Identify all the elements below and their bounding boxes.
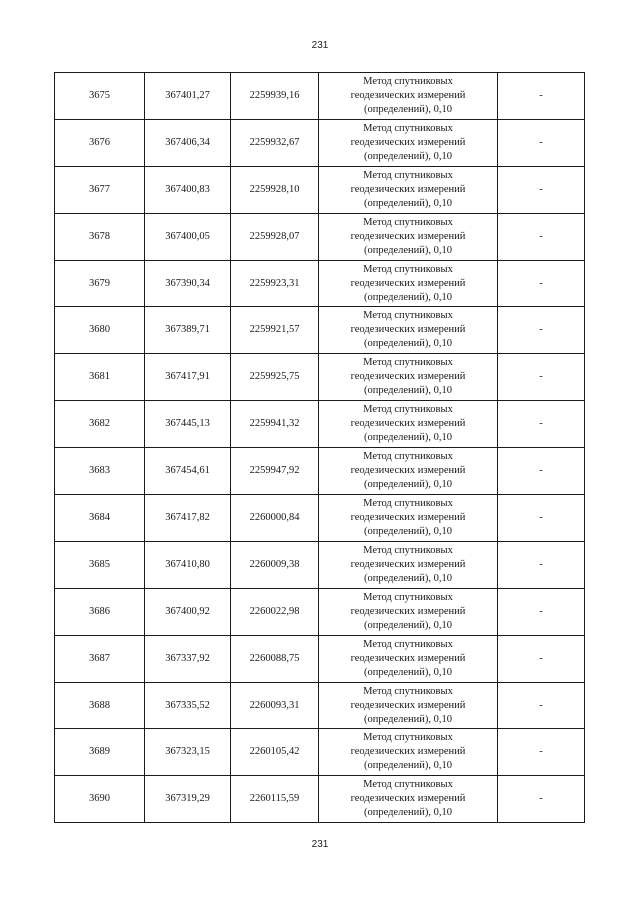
x-coordinate-cell: 367454,61 [145, 448, 231, 495]
method-line: геодезических измерений [350, 699, 466, 711]
method-cell [319, 495, 498, 542]
method-line: геодезических измерений [350, 371, 466, 383]
table-row [55, 682, 585, 729]
method-line: Метод спутниковых [363, 122, 453, 134]
x-coordinate-cell: 367400,83 [145, 166, 231, 213]
method-line: геодезических измерений [350, 793, 466, 805]
method-line: геодезических измерений [350, 652, 466, 664]
method-cell [319, 448, 498, 495]
point-number-cell: 3688 [55, 682, 145, 729]
method-line: Метод спутниковых [363, 732, 453, 744]
method-cell [319, 729, 498, 776]
y-coordinate-cell: 2259925,75 [231, 354, 319, 401]
x-coordinate-cell: 367406,34 [145, 119, 231, 166]
note-cell: - [498, 541, 585, 588]
method-line: (определений), 0,10 [363, 760, 453, 772]
method-line: геодезических измерений [350, 511, 466, 523]
point-number-cell: 3675 [55, 73, 145, 120]
method-line: геодезических измерений [350, 746, 466, 758]
x-coordinate-cell: 367417,82 [145, 495, 231, 542]
y-coordinate-cell: 2259928,10 [231, 166, 319, 213]
method-cell [319, 635, 498, 682]
x-coordinate-cell: 367337,92 [145, 635, 231, 682]
method-line: геодезических измерений [350, 277, 466, 289]
method-cell [319, 541, 498, 588]
method-line: (определений), 0,10 [363, 479, 453, 491]
note-cell: - [498, 729, 585, 776]
note-cell: - [498, 260, 585, 307]
method-line: геодезических измерений [350, 230, 466, 242]
table-row [55, 166, 585, 213]
method-line: (определений), 0,10 [363, 385, 453, 397]
note-cell: - [498, 448, 585, 495]
table-row [55, 73, 585, 120]
table-row [55, 213, 585, 260]
method-line: (определений), 0,10 [363, 666, 453, 678]
note-cell: - [498, 73, 585, 120]
point-number-cell: 3679 [55, 260, 145, 307]
method-line: Метод спутниковых [363, 497, 453, 509]
point-number-cell: 3677 [55, 166, 145, 213]
method-cell [319, 776, 498, 823]
note-cell: - [498, 495, 585, 542]
point-number-cell: 3689 [55, 729, 145, 776]
table-body [55, 73, 585, 823]
table-row [55, 354, 585, 401]
method-line: геодезических измерений [350, 465, 466, 477]
x-coordinate-cell: 367390,34 [145, 260, 231, 307]
point-number-cell: 3682 [55, 401, 145, 448]
table-row [55, 448, 585, 495]
method-line: (определений), 0,10 [363, 807, 453, 819]
y-coordinate-cell: 2259923,31 [231, 260, 319, 307]
method-line: Метод спутниковых [363, 310, 453, 322]
x-coordinate-cell: 367400,92 [145, 588, 231, 635]
method-line: геодезических измерений [350, 418, 466, 430]
method-line: (определений), 0,10 [363, 572, 453, 584]
page-number-bottom: 231 [311, 839, 329, 850]
method-line: (определений), 0,10 [363, 525, 453, 537]
y-coordinate-cell: 2259941,32 [231, 401, 319, 448]
point-number-cell: 3685 [55, 541, 145, 588]
method-line: Метод спутниковых [363, 169, 453, 181]
table-row [55, 729, 585, 776]
table-row [55, 495, 585, 542]
note-cell: - [498, 307, 585, 354]
y-coordinate-cell: 2259947,92 [231, 448, 319, 495]
note-cell: - [498, 166, 585, 213]
page-number-top: 231 [311, 40, 329, 51]
point-number-cell: 3680 [55, 307, 145, 354]
method-line: Метод спутниковых [363, 451, 453, 463]
coordinates-table [54, 72, 585, 823]
table-row [55, 119, 585, 166]
method-line: Метод спутниковых [363, 263, 453, 275]
method-cell [319, 588, 498, 635]
method-line: Метод спутниковых [363, 404, 453, 416]
note-cell: - [498, 354, 585, 401]
method-line: Метод спутниковых [363, 216, 453, 228]
table-row [55, 307, 585, 354]
method-line: геодезических измерений [350, 324, 466, 336]
method-cell [319, 73, 498, 120]
y-coordinate-cell: 2259939,16 [231, 73, 319, 120]
note-cell: - [498, 776, 585, 823]
point-number-cell: 3687 [55, 635, 145, 682]
table-row [55, 776, 585, 823]
x-coordinate-cell: 367401,27 [145, 73, 231, 120]
method-cell [319, 307, 498, 354]
method-line: Метод спутниковых [363, 638, 453, 650]
method-line: (определений), 0,10 [363, 713, 453, 725]
table-row [55, 588, 585, 635]
y-coordinate-cell: 2260093,31 [231, 682, 319, 729]
point-number-cell: 3686 [55, 588, 145, 635]
note-cell: - [498, 119, 585, 166]
y-coordinate-cell: 2259932,67 [231, 119, 319, 166]
x-coordinate-cell: 367400,05 [145, 213, 231, 260]
y-coordinate-cell: 2260022,98 [231, 588, 319, 635]
x-coordinate-cell: 367323,15 [145, 729, 231, 776]
y-coordinate-cell: 2259921,57 [231, 307, 319, 354]
point-number-cell: 3681 [55, 354, 145, 401]
y-coordinate-cell: 2259928,07 [231, 213, 319, 260]
point-number-cell: 3690 [55, 776, 145, 823]
point-number-cell: 3683 [55, 448, 145, 495]
method-cell [319, 401, 498, 448]
method-line: геодезических измерений [350, 605, 466, 617]
method-line: геодезических измерений [350, 183, 466, 195]
table-row [55, 635, 585, 682]
method-line: Метод спутниковых [363, 75, 453, 87]
method-line: (определений), 0,10 [363, 103, 453, 115]
y-coordinate-cell: 2260000,84 [231, 495, 319, 542]
x-coordinate-cell: 367417,91 [145, 354, 231, 401]
x-coordinate-cell: 367445,13 [145, 401, 231, 448]
point-number-cell: 3676 [55, 119, 145, 166]
method-line: (определений), 0,10 [363, 338, 453, 350]
table-row [55, 541, 585, 588]
method-cell [319, 213, 498, 260]
y-coordinate-cell: 2260115,59 [231, 776, 319, 823]
method-line: Метод спутниковых [363, 779, 453, 791]
method-line: (определений), 0,10 [363, 244, 453, 256]
method-line: Метод спутниковых [363, 357, 453, 369]
y-coordinate-cell: 2260088,75 [231, 635, 319, 682]
method-line: Метод спутниковых [363, 544, 453, 556]
method-line: (определений), 0,10 [363, 197, 453, 209]
note-cell: - [498, 682, 585, 729]
table-row [55, 401, 585, 448]
method-line: геодезических измерений [350, 136, 466, 148]
x-coordinate-cell: 367335,52 [145, 682, 231, 729]
method-cell [319, 682, 498, 729]
method-line: (определений), 0,10 [363, 619, 453, 631]
note-cell: - [498, 213, 585, 260]
x-coordinate-cell: 367389,71 [145, 307, 231, 354]
point-number-cell: 3678 [55, 213, 145, 260]
method-cell [319, 354, 498, 401]
note-cell: - [498, 401, 585, 448]
method-line: геодезических измерений [350, 89, 466, 101]
method-line: геодезических измерений [350, 558, 466, 570]
method-cell [319, 166, 498, 213]
point-number-cell: 3684 [55, 495, 145, 542]
y-coordinate-cell: 2260009,38 [231, 541, 319, 588]
x-coordinate-cell: 367410,80 [145, 541, 231, 588]
y-coordinate-cell: 2260105,42 [231, 729, 319, 776]
note-cell: - [498, 588, 585, 635]
method-line: (определений), 0,10 [363, 150, 453, 162]
method-line: Метод спутниковых [363, 591, 453, 603]
table-row [55, 260, 585, 307]
method-line: (определений), 0,10 [363, 291, 453, 303]
method-cell [319, 119, 498, 166]
x-coordinate-cell: 367319,29 [145, 776, 231, 823]
method-line: (определений), 0,10 [363, 432, 453, 444]
method-cell [319, 260, 498, 307]
method-line: Метод спутниковых [363, 685, 453, 697]
note-cell: - [498, 635, 585, 682]
